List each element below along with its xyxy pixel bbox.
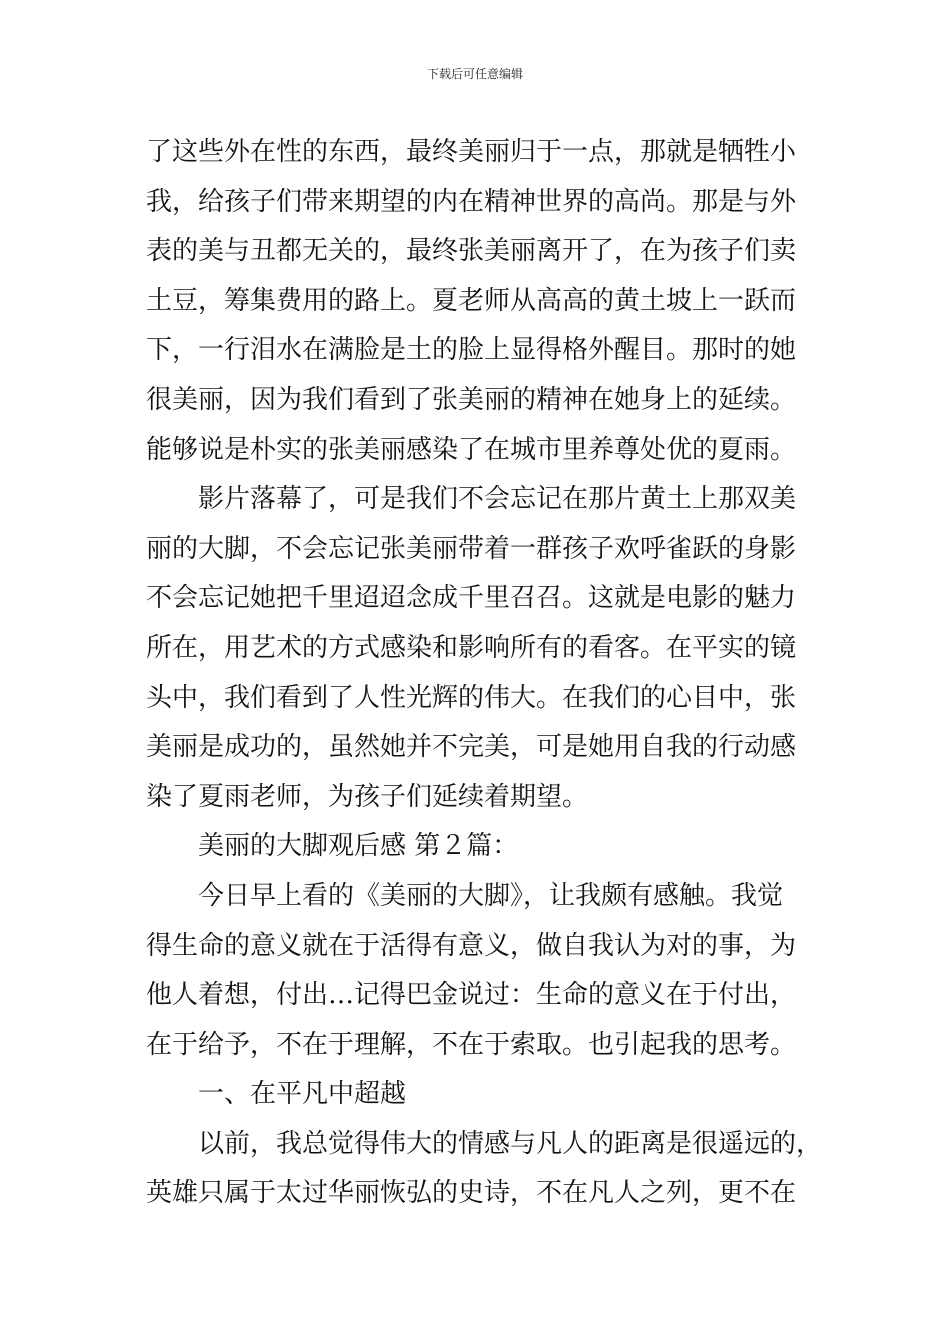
- page-header: 下载后可任意编辑: [426, 67, 523, 81]
- text-line: 得生命的意义就在于活得有意义，做自我认为对的事，为: [146, 930, 797, 961]
- text-line: 以前，我总觉得伟大的情感与凡人的距离是很遥远的，: [198, 1128, 823, 1159]
- text-line: 美丽是成功的，虽然她并不完美，可是她用自我的行动感: [146, 732, 797, 763]
- text-line: 表的美与丑都无关的，最终张美丽离开了，在为孩子们卖: [146, 236, 797, 267]
- text-line: 英雄只属于太过华丽恢弘的史诗，不在凡人之列，更不在: [146, 1178, 797, 1209]
- text-line: 土豆，筹集费用的路上。夏老师从高高的黄土坡上一跃而: [146, 285, 797, 316]
- text-line: 一、在平凡中超越: [198, 1079, 407, 1110]
- text-line: 影片落幕了，可是我们不会忘记在那片黄土上那双美: [198, 484, 797, 515]
- text-line: 头中，我们看到了人性光辉的伟大。在我们的心目中，张: [146, 682, 797, 713]
- text-line: 美丽的大脚观后感 第２篇：: [198, 831, 519, 862]
- text-line: 他人着想，付出…记得巴金说过：生命的意义在于付出，: [146, 980, 797, 1011]
- text-line: 在于给予，不在于理解，不在于索取。也引起我的思考。: [146, 1029, 797, 1060]
- text-line: 丽的大脚，不会忘记张美丽带着一群孩子欢呼雀跃的身影: [146, 533, 797, 564]
- text-line: 很美丽，因为我们看到了张美丽的精神在她身上的延续。: [146, 384, 797, 415]
- text-line: 染了夏雨老师，为孩子们延续着期望。: [146, 781, 589, 812]
- text-line: 了这些外在性的东西，最终美丽归于一点，那就是牺牲小: [146, 137, 797, 167]
- text-line: 下，一行泪水在满脸是土的脸上显得格外醒目。那时的她: [146, 335, 797, 366]
- text-line: 不会忘记她把千里迢迢念成千里召召。这就是电影的魅力: [146, 583, 797, 614]
- text-line: 我，给孩子们带来期望的内在精神世界的高尚。那是与外: [146, 186, 797, 217]
- text-line: 今日早上看的《美丽的大脚》，让我颇有感触。我觉: [198, 880, 784, 911]
- document-body: [146, 128, 846, 1219]
- text-line: 所在，用艺术的方式感染和影响所有的看客。在平实的镜: [146, 632, 797, 663]
- text-line: 能够说是朴实的张美丽感染了在城市里养尊处优的夏雨。: [146, 434, 797, 465]
